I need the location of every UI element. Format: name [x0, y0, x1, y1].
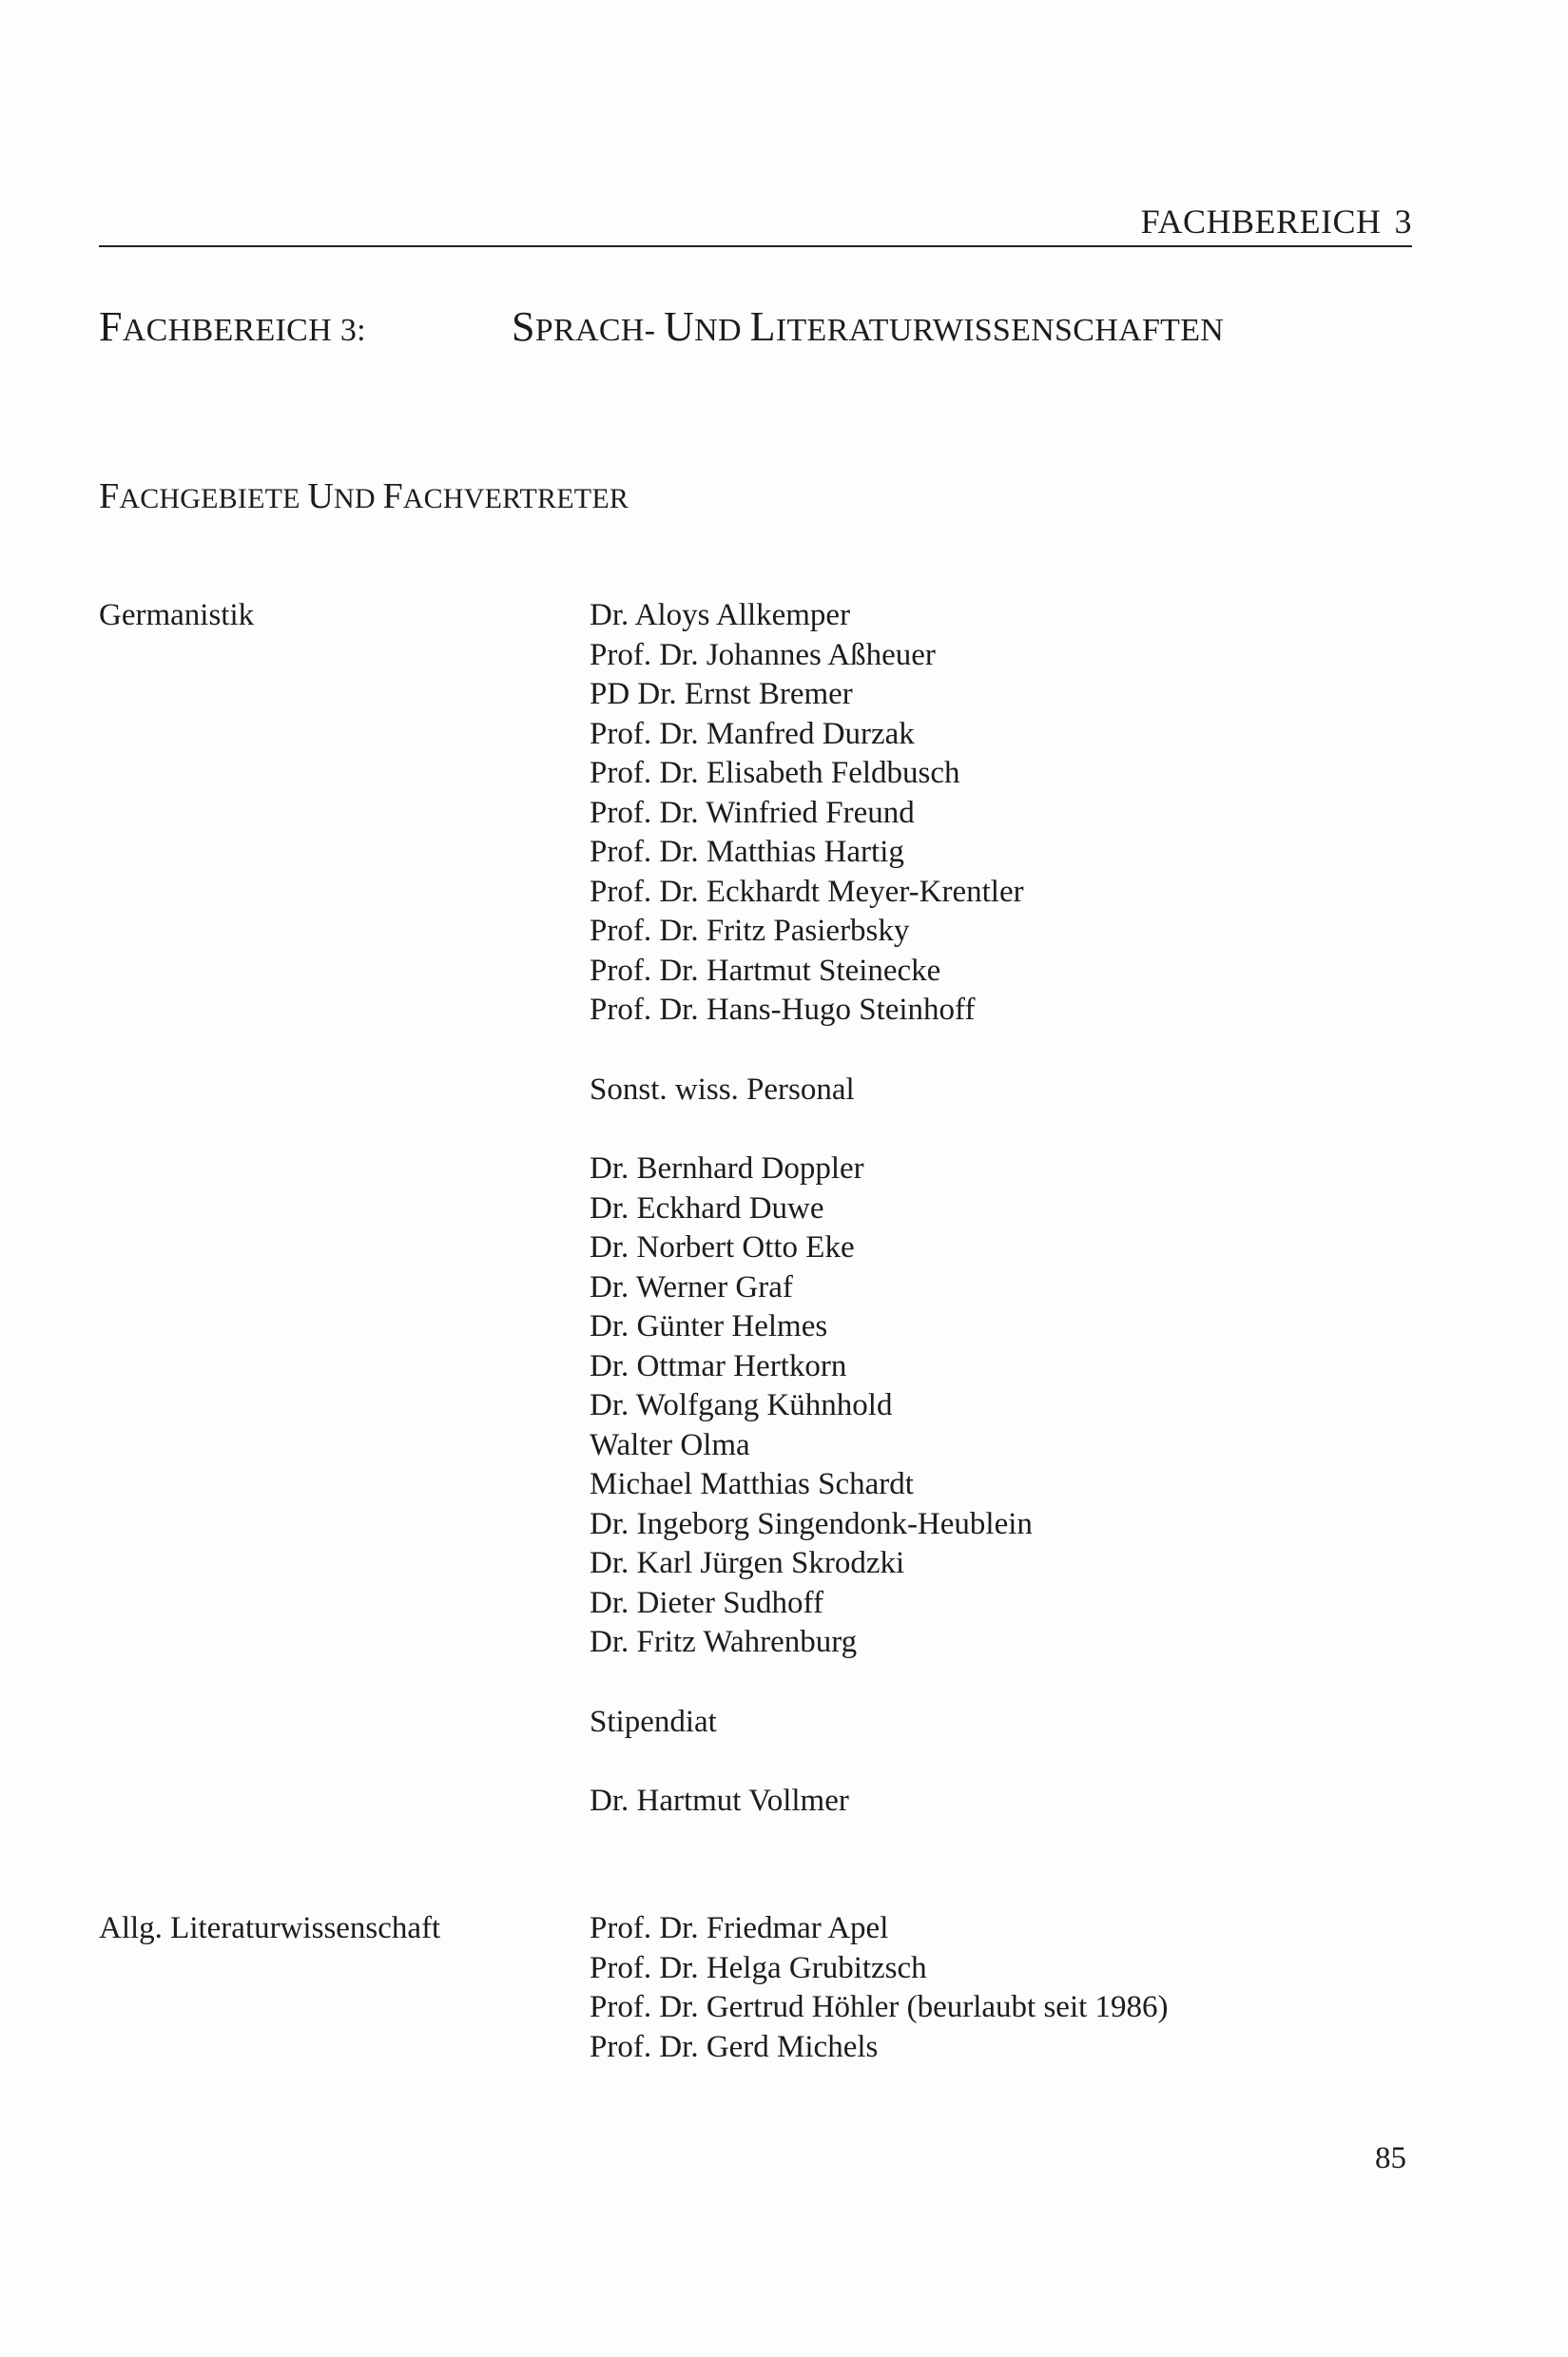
staff-heading: Sonst. wiss. Personal — [590, 1072, 855, 1107]
spacer — [590, 1663, 1033, 1703]
field-germanistik-list — [590, 596, 1033, 1822]
staff-member: Dr. Dieter Sudhoff — [590, 1585, 823, 1620]
staff-member: Dr. Karl Jürgen Skrodzki — [590, 1546, 905, 1580]
section-heading: FACHGEBIETE UND FACHVERTRETER — [99, 476, 629, 516]
faculty-member: Prof. Dr. Fritz Pasierbsky — [590, 914, 910, 948]
running-header — [1141, 202, 1412, 241]
spacer — [590, 1031, 1033, 1071]
spacer — [590, 1110, 1033, 1150]
staff-member: Dr. Norbert Otto Eke — [590, 1230, 855, 1265]
field-allg-literaturwissenschaft-list — [590, 1909, 1169, 2067]
page-number: 85 — [1375, 2141, 1406, 2175]
staff-member: Dr. Ottmar Hertkorn — [590, 1348, 847, 1383]
fellow-member: Dr. Hartmut Vollmer — [590, 1784, 849, 1818]
staff-member: Dr. Ingeborg Singendonk-Heublein — [590, 1506, 1033, 1541]
staff-member: Dr. Eckhard Duwe — [590, 1190, 824, 1226]
staff-member: Dr. Günter Helmes — [590, 1309, 828, 1343]
faculty-member: Prof. Dr. Gerd Michels — [590, 2029, 879, 2064]
running-header-number: 3 — [1394, 203, 1412, 241]
staff-member: Dr. Fritz Wahrenburg — [590, 1625, 858, 1659]
spacer — [590, 1742, 1033, 1782]
faculty-member: Prof. Dr. Manfred Durzak — [590, 716, 915, 751]
faculty-member: Prof. Dr. Eckhardt Meyer-Krentler — [590, 874, 1024, 909]
faculty-member: Prof. Dr. Hartmut Steinecke — [590, 953, 941, 988]
staff-member: Walter Olma — [590, 1427, 750, 1462]
faculty-member: Prof. Dr. Helga Grubitzsch — [590, 1950, 927, 1985]
faculty-member: Prof. Dr. Gertrud Höhler (beurlaubt seit 1986) — [590, 1990, 1169, 2024]
fellow-heading: Stipendiat — [590, 1704, 717, 1739]
faculty-member: Prof. Dr. Elisabeth Feldbusch — [590, 756, 960, 790]
field-label-germanistik: Germanistik — [99, 598, 255, 632]
staff-member: Dr. Bernhard Doppler — [590, 1151, 864, 1186]
chapter-number-label: FACHBEREICH 3: — [99, 303, 366, 350]
faculty-member: Prof. Dr. Matthias Hartig — [590, 835, 904, 869]
header-rule — [99, 245, 1412, 247]
faculty-member: Prof. Dr. Johannes Aßheuer — [590, 637, 936, 672]
running-header-label: FACHBEREICH — [1140, 203, 1382, 241]
faculty-member: PD Dr. Ernst Bremer — [590, 677, 853, 711]
field-label-allg-literaturwissenschaft: Allg. Literaturwissenschaft — [99, 1911, 441, 1945]
faculty-member: Prof. Dr. Winfried Freund — [590, 795, 915, 830]
faculty-member: Prof. Dr. Friedmar Apel — [590, 1911, 889, 1945]
staff-member: Dr. Wolfgang Kühnhold — [590, 1388, 893, 1422]
faculty-member: Prof. Dr. Hans-Hugo Steinhoff — [590, 993, 976, 1027]
chapter-title: SPRACH- UND LITERATURWISSENSCHAFTEN — [512, 303, 1225, 350]
staff-member: Michael Matthias Schardt — [590, 1467, 914, 1501]
faculty-member: Dr. Aloys Allkemper — [590, 598, 851, 632]
staff-member: Dr. Werner Graf — [590, 1269, 793, 1304]
